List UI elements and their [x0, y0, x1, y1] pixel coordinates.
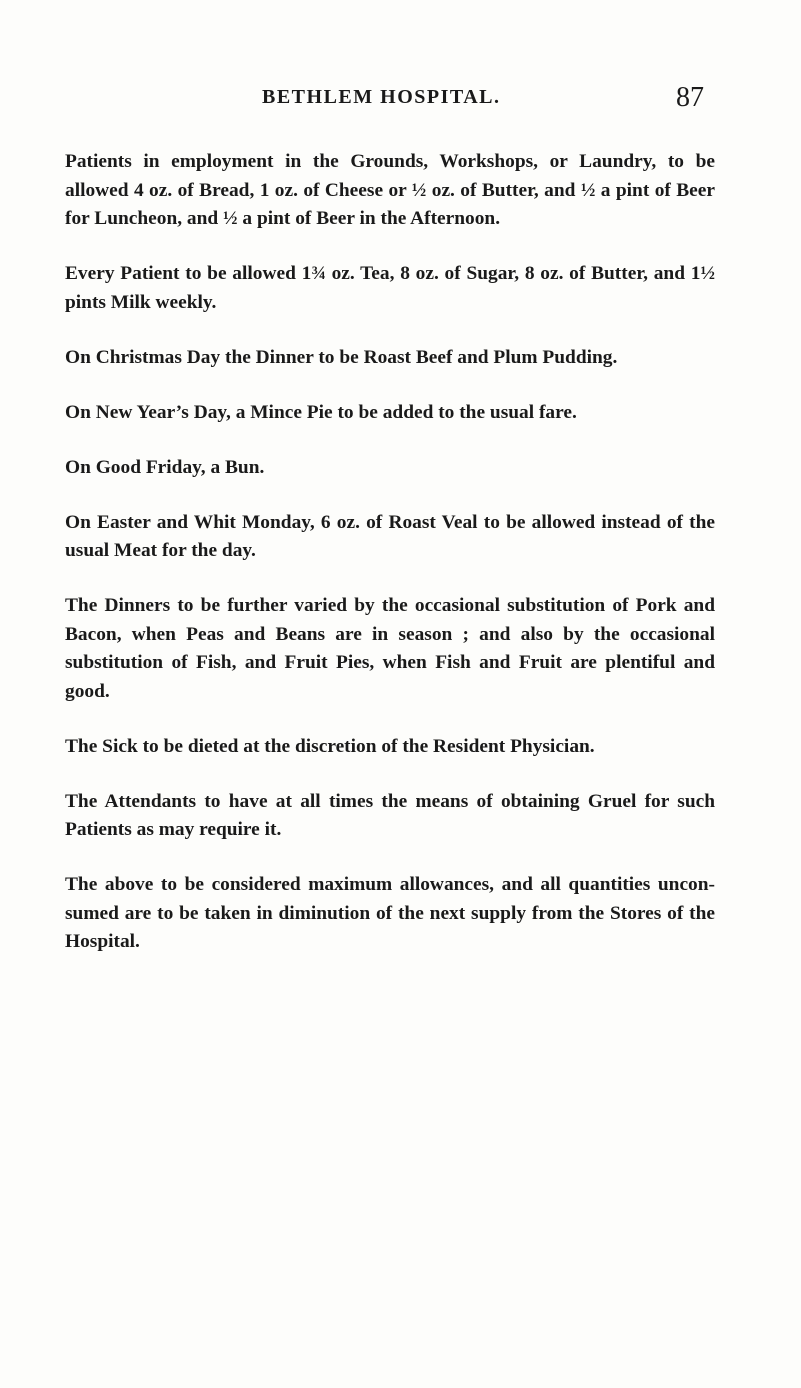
running-title: BETHLEM HOSPITAL. [262, 86, 501, 108]
paragraph-easter-whit-monday: On Easter and Whit Monday, 6 oz. of Roast Veal to be allowed instead of the usual Meat for the day. [65, 511, 715, 561]
paragraph-good-friday: On Good Friday, a Bun. [65, 456, 265, 478]
running-head [0, 82, 801, 116]
page-number: 87 [676, 82, 704, 113]
paragraph-dinner-variation: The Dinners to be further varied by the occasional substitution of Pork and Bacon, when Peas and Beans are in season ; and also by the occasional substitution of Fish, and Fruit Pies, when Fish and Fruit are plentiful and good. [65, 595, 715, 702]
paragraph-attendants-gruel: The Attendants to have at all times the means of obtaining Gruel for such Patients as may require it. [65, 790, 715, 840]
paragraph-new-years-day: On New Year’s Day, a Mince Pie to be added to the usual fare. [65, 401, 577, 423]
paragraph-weekly-allowance: Every Patient to be allowed 1¾ oz. Tea, 8 oz. of Sugar, 8 oz. of Butter, and 1½ pints Milk weekly. [65, 263, 715, 313]
paragraph-sick-diet: The Sick to be dieted at the discretion of the Resident Physician. [65, 735, 595, 757]
paragraph-christmas-day: On Christmas Day the Dinner to be Roast Beef and Plum Pudding. [65, 346, 618, 368]
paragraph-maximum-allowances: The above to be considered maximum allowances, and all quantities uncon-sumed are to be taken in diminution of the next supply from the Stores of the Hospital. [65, 874, 715, 952]
body-text [65, 148, 715, 957]
paragraph-employed-patients-allowance: Patients in employment in the Grounds, Workshops, or Laundry, to be allowed 4 oz. of Bread, 1 oz. of Cheese or ½ oz. of Butter, and ½ a pint of Beer for Luncheon, and ½ a pint of Beer in the Afternoon. [65, 151, 715, 229]
